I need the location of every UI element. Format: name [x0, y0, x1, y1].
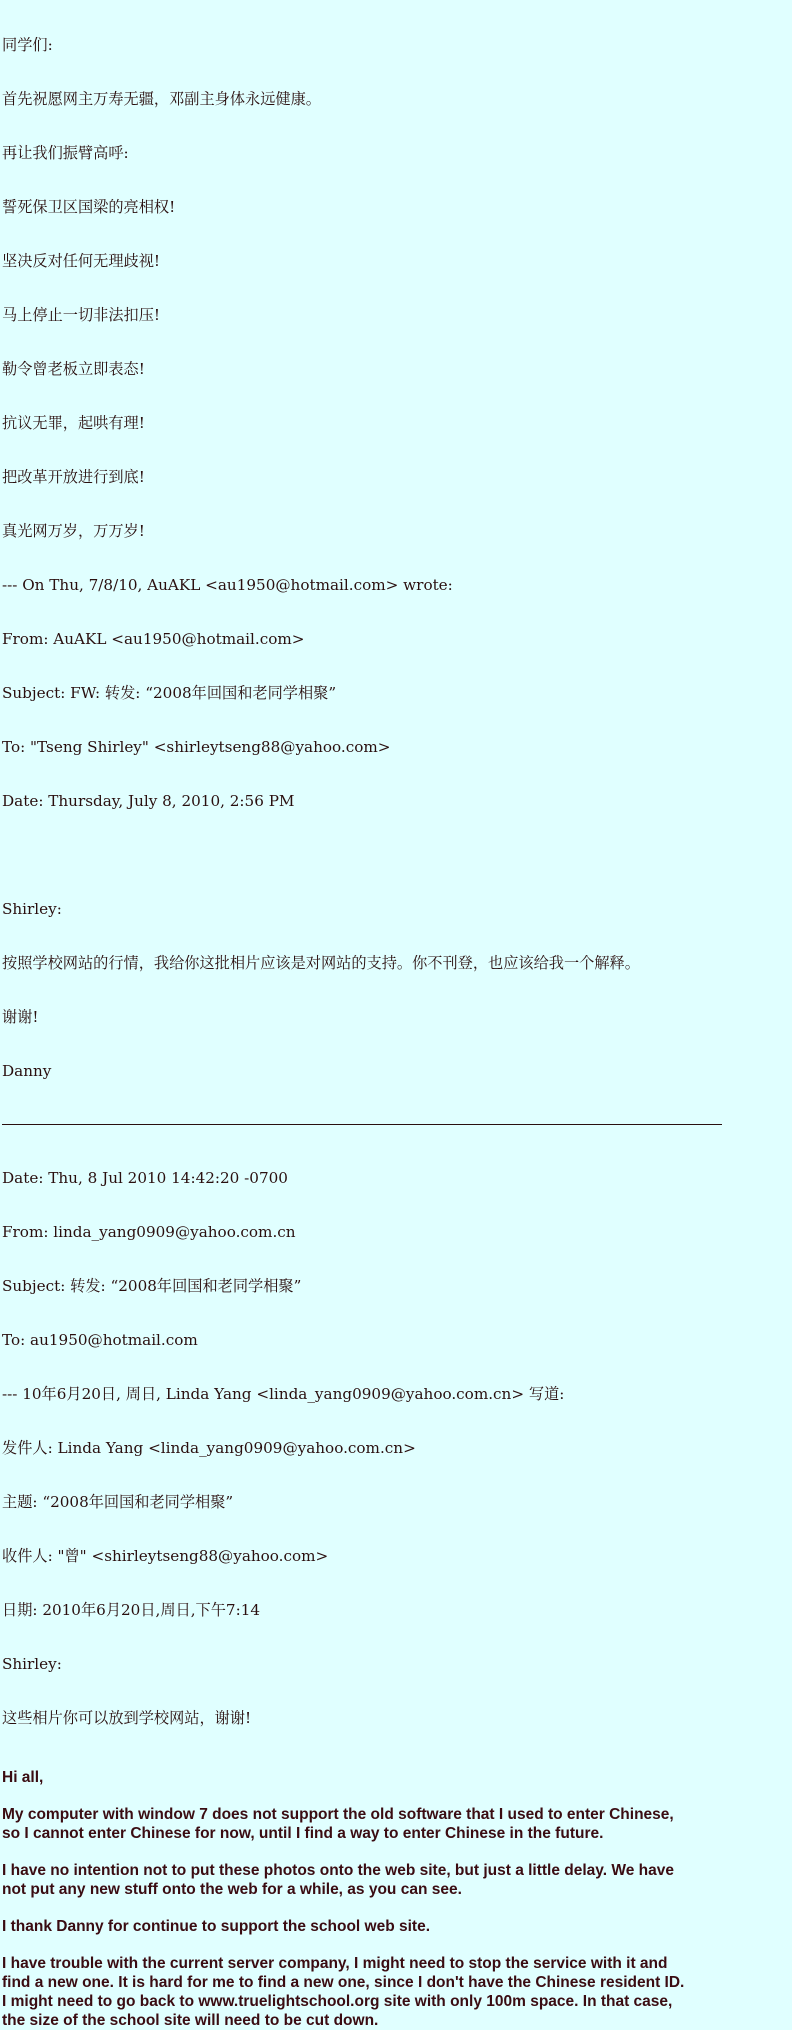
divider	[2, 1124, 722, 1125]
text-line: not put any new stuff onto the web for a while, as you can see.	[2, 1881, 462, 1898]
text-line: 勒令曾老板立即表态!	[2, 360, 145, 378]
salutation: Shirley:	[2, 1655, 62, 1673]
header-to: To: au1950@hotmail.com	[2, 1331, 198, 1349]
header-subject: 主题: “2008年回国和老同学相聚”	[2, 1493, 234, 1511]
text-line: 再让我们振臂高呼:	[2, 144, 129, 162]
signature: Danny	[2, 1062, 52, 1080]
text-line: Hi all,	[2, 1769, 44, 1786]
reply-paragraph	[2, 1805, 792, 1843]
quoted-message-linda	[2, 1133, 792, 1763]
header-subject: Subject: FW: 转发: “2008年回国和老同学相聚”	[2, 684, 337, 702]
salutation: Shirley:	[2, 900, 62, 918]
reply-paragraph	[2, 1917, 792, 1936]
header-to: 收件人: "曾" <shirleytseng88@yahoo.com>	[2, 1547, 329, 1565]
text-line: 这些相片你可以放到学校网站，谢谢!	[2, 1709, 252, 1727]
header-to: To: "Tseng Shirley" <shirleytseng88@yahoo.com>	[2, 738, 391, 756]
quoted-message-danny	[2, 0, 792, 1116]
text-line: the size of the school site will need to be cut down.	[2, 2012, 379, 2029]
text-line: I have no intention not to put these photos onto the web site, but just a little delay. We have	[2, 1862, 674, 1879]
header-from: From: linda_yang0909@yahoo.com.cn	[2, 1223, 296, 1241]
header-date: Date: Thursday, July 8, 2010, 2:56 PM	[2, 792, 295, 810]
header-date: Date: Thu, 8 Jul 2010 14:42:20 -0700	[2, 1169, 288, 1187]
header-subject: Subject: 转发: “2008年回国和老同学相聚”	[2, 1277, 302, 1295]
quote-attribution: --- On Thu, 7/8/10, AuAKL <au1950@hotmail.com> wrote:	[2, 576, 453, 594]
text-line: 谢谢!	[2, 1008, 39, 1026]
blank-line	[2, 846, 792, 864]
text-line: I thank Danny for continue to support the school web site.	[2, 1918, 430, 1935]
text-line: I have trouble with the current server company, I might need to stop the service with it and	[2, 1955, 668, 1972]
text-line: My computer with window 7 does not support the old software that I used to enter Chinese,	[2, 1806, 674, 1823]
text-line: 把改革开放进行到底!	[2, 468, 145, 486]
reply-message	[2, 1768, 792, 2030]
header-from: 发件人: Linda Yang <linda_yang0909@yahoo.com.cn>	[2, 1439, 416, 1457]
text-line: 抗议无罪，起哄有理!	[2, 414, 145, 432]
reply-paragraph	[2, 1861, 792, 1899]
header-date: 日期: 2010年6月20日,周日,下午7:14	[2, 1601, 261, 1619]
reply-paragraph	[2, 1954, 792, 2030]
text-line: 马上停止一切非法扣压!	[2, 306, 160, 324]
text-line: 坚决反对任何无理歧视!	[2, 252, 160, 270]
header-from: From: AuAKL <au1950@hotmail.com>	[2, 630, 305, 648]
reply-greeting	[2, 1768, 792, 1787]
text-line: 真光网万岁，万万岁!	[2, 522, 145, 540]
quote-attribution: --- 10年6月20日, 周日, Linda Yang <linda_yang0909@yahoo.com.cn> 写道:	[2, 1385, 565, 1403]
text-line: 誓死保卫区国梁的亮相权!	[2, 198, 176, 216]
text-line: find a new one. It is hard for me to find a new one, since I don't have the Chinese resident ID.	[2, 1974, 685, 1991]
text-line: so I cannot enter Chinese for now, until I find a way to enter Chinese in the future.	[2, 1825, 604, 1842]
text-line: 首先祝愿网主万寿无疆，邓副主身体永远健康。	[2, 90, 321, 108]
text-line: 按照学校网站的行情，我给你这批相片应该是对网站的支持。你不刊登，也应该给我一个解释。	[2, 954, 640, 972]
text-line: 同学们:	[2, 36, 53, 54]
text-line: I might need to go back to www.truelightschool.org site with only 100m space. In that case,	[2, 1993, 673, 2010]
